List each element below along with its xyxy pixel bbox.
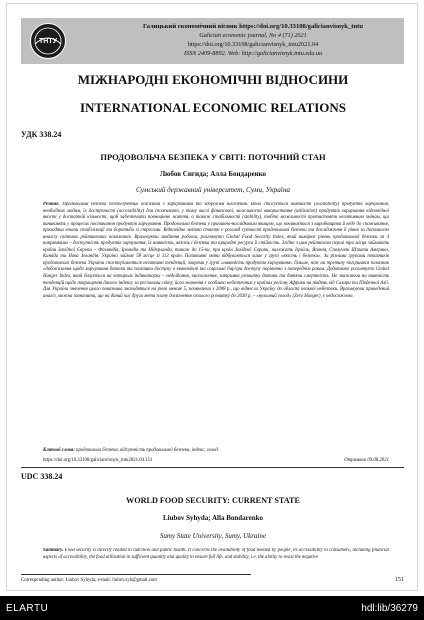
divider bbox=[21, 467, 404, 468]
keywords-ua bbox=[43, 448, 389, 455]
journal-title-en: Galician economic journal, No 4 (71) 2021 bbox=[199, 32, 307, 39]
issn-web: ISSN 2409-8892. Web: http://galicianvisnyk.tntu.edu.ua bbox=[183, 50, 323, 57]
article-title-ua: ПРОДОВОЛЬЧА БЕЗПЕКА У СВІТІ: ПОТОЧНИЙ СТАН bbox=[100, 152, 326, 162]
udc-code: UDC 338.24 bbox=[21, 472, 63, 481]
abstract-ua bbox=[43, 202, 389, 446]
journal-page bbox=[6, 3, 418, 591]
journal-title-ua: Галицький економічний вісник https://doi.org/10.33108/galicianvisnyk_tntu bbox=[143, 23, 363, 30]
section-heading-en: INTERNATIONAL ECONOMIC RELATIONS bbox=[79, 100, 347, 115]
authors-en: Liubov Syhyda; Alla Bondarenko bbox=[162, 514, 264, 522]
abstract-label-en: Summary. bbox=[43, 548, 64, 553]
affiliation-ua: Сумський державний університет, Суми, Україна bbox=[135, 186, 290, 194]
logo-text: ТНТУ bbox=[39, 38, 57, 45]
abstract-label-ua: Резюме. bbox=[43, 202, 60, 207]
footnote-divider bbox=[21, 574, 251, 575]
page-footer bbox=[21, 578, 404, 583]
received-date: Отримано 09.08.2021 bbox=[344, 458, 389, 463]
corresponding-author: Corresponding author: Liubov Syhyda; e-mail: liubov.syh@gmail.com bbox=[21, 578, 157, 583]
abstract-en bbox=[43, 548, 389, 568]
abstract-text-en: Food security is directly related to nutrition and public health. It concerns the availability of food needed by people, its accessibility to consumers, including financial aspects of accessibility, the food utilization in sufficient quantity and quality to ensure full life, and stability, i.e. the ability to resist the negative bbox=[43, 548, 389, 560]
abstract-text-ua: Продовольча безпека безпосередньо пов'язана з харчуванням та здоров'ям населення. Вона стосується наявності (availability) продуктів харчування, необхідних людям, їх доступності (accessibility) для споживачів, у тому числі фінансової, можливості використання (utilization) продуктів харчування відповідної якості у достатній кількості, щоб забезпечити повноцінне життя, а також стабільності (stability), тобто можливості протистояти негативним змінам, що виникають у процесах постачання продуктів харчування. Продовольча безпека є причинно-наслідковим явищем, що починається з виробництва й веде до споживання, проходячи етапи стабілізації та боротьби зі стресами. Відповідно метою статті є розгляд сутності продовольчої безпеки та дослідження її рівня за допомогою аналізу світових рейтингових показників. Враховуючи завдання роботи, розглянуто Global Food Security Index, який вимірює рівень продовольчої безпеки за 4 напрямками – доступність продуктів харчування, їх наявність, якість і безпека та природні ресурси й стійкість. Згідно з цим рейтингом перші три місця займають країни Західної Європи – Фінляндія, Ірландія та Нідерланди, також до 15-ки, при країн Західної Європи, належать Ізраїль, Японія, Сполучені Штати Америки, Канада та Нова Зеландія. Україна займає 58 місце зі 113 країн. Позитивні зміни відбуваються лише у групі «якість і безпека». За різними групами показників продовольчої безпеки України спостерігаються негативні тенденції, зокрема у групі «наявність продуктів харчування» більше, ніж на третину погіршився показник «добов'язання щодо харчування безпеки та політики доступу в економічні та соціальні бар'єри доступу порівняно з попереднім роком. Додатково розглянуто Global Hunger Index, який базується на чотирьох індикаторах – недоїдання, виснаження, затримка розвитку дитини та дитяча смертність. Не зважаючи на наявність тенденцій щодо покращення даного індексу за регіонами світу, його значення є особливо небезпечним у країнах регіону Африки на південь від Сахари та Південної Азії. Для України значення цього показника знаходяться на рівні менше 5, починаючи з 2008 р., що віднесло Україну до області низької небезпеки. Враховуючи проведений аналіз, можна зазначити, що на даний час друга мета плану досягнення сталого розвитку до 2030 р. – «нульовий голод» (Zero Hunger), є недосяжною. bbox=[43, 202, 389, 299]
article-doi-line bbox=[43, 458, 389, 463]
issue-doi: https://doi.org/10.33108/galicianvisnyk_tntu2021.04 bbox=[187, 41, 319, 48]
authors-ua: Любов Сигида; Алла Бондаренко bbox=[159, 170, 267, 178]
page-number: 151 bbox=[395, 577, 404, 583]
repository-name[interactable]: ELARTU bbox=[6, 603, 49, 614]
journal-header-text bbox=[103, 22, 403, 58]
article-doi-link[interactable]: https://doi.org/10.33108/galicianvisnyk_tntu2021.04.151 bbox=[43, 458, 153, 463]
udk-code: УДК 338.24 bbox=[21, 130, 62, 139]
section-heading-ua: МІЖНАРОДНІ ЕКОНОМІЧНІ ВІДНОСИНИ bbox=[77, 72, 349, 87]
keywords-text: продовольча безпека, відсутність продовольчої безпеки, індекс, голод. bbox=[76, 448, 219, 453]
article-title-en: WORLD FOOD SECURITY: CURRENT STATE bbox=[126, 496, 300, 505]
affiliation-en: Sumy State University, Sumy, Ukraine bbox=[159, 532, 267, 540]
keywords-label: Ключові слова: bbox=[43, 448, 75, 453]
viewer-bottom-bar bbox=[0, 596, 424, 620]
handle-id[interactable]: hdl:lib/36279 bbox=[361, 603, 418, 614]
university-logo bbox=[29, 22, 67, 60]
